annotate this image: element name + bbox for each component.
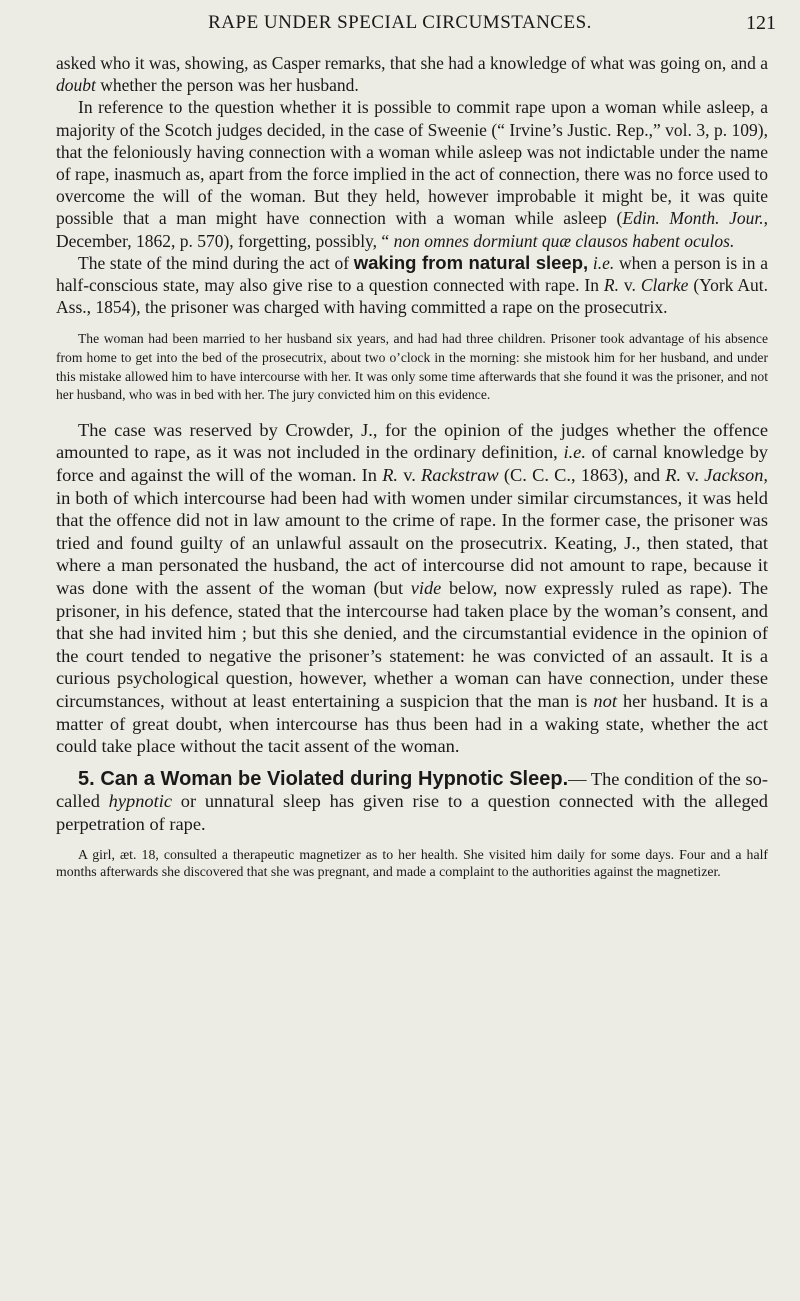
bold-phrase: waking from natural sleep, — [353, 251, 589, 273]
section-heading: 5. Can a Woman be Violated during Hypnotic Sleep. — [78, 767, 569, 790]
paragraph-reserved-case — [56, 419, 768, 758]
em: R. — [382, 465, 399, 485]
paragraph-asleep — [56, 96, 768, 251]
case-name: Rackstraw — [421, 465, 499, 485]
em: not — [593, 690, 617, 711]
paragraph-waking — [56, 252, 768, 319]
text: when a person is in a half-conscious state, may also give rise to a question connected with rape. In — [56, 252, 768, 296]
text: in both of which intercourse had been had with women under similar circumstances, it was held that the offence did not in law amount to the crime of rape. In the former case, the prisoner was tried and found guilty of an unlawful assault on the prosecutrix. Keating, J., then stated, that where a man personated the husband, the act of intercourse did not amount to rape, because it was done with the assent of the woman (but — [56, 487, 768, 598]
text: The case was reserved by Crowder, J., for the opinion of the judges whether the offence amounted to rape, as it was not included in the ordinary definition, — [56, 419, 768, 463]
em: i.e. — [592, 252, 615, 273]
text: of carnal knowledge by force and against the will of the woman. In — [56, 442, 768, 485]
case-report-magnetizer: A girl, æt. 18, consulted a therapeutic magnetizer as to her health. She visited him daily for some days. Four and a half months afterwards she discovered that she was pregnant, and made a complaint to the authorities against the magnetizer. — [56, 846, 768, 879]
em: vide — [410, 577, 442, 598]
text: , December, 1862, p. 570), forgetting, possibly, “ — [56, 208, 768, 251]
em: i.e. — [563, 442, 586, 463]
case-name: Clarke — [640, 275, 689, 296]
text: (York Aut. Ass., 1854), the prisoner was charged with having committed a rape on the prosecutrix. — [56, 275, 768, 318]
latin-quote: non omnes dormiunt quæ clausos habent oculos. — [393, 230, 735, 251]
text: below, now expressly ruled as rape). The prisoner, in his defence, stated that the intercourse had taken place by the woman’s consent, and that she had invited him ; but this she denied, and the circumstantial evidence in the opinion of the court tended to negative the prisoner’s statement: he was convicted of an assault. It is a curious psychological question, however, whether a woman can have connection, under these circumstances, without at least entertaining a suspicion that the man is — [56, 577, 768, 711]
body-text — [56, 52, 768, 880]
page-header — [0, 12, 800, 42]
citation-journal: Edin. Month. Jour. — [622, 208, 764, 229]
em: hypnotic — [108, 791, 172, 812]
text: — The condition of the so-called — [56, 768, 768, 812]
em: R. — [665, 465, 682, 485]
section-hypnotic-sleep — [56, 768, 768, 836]
page-number: 121 — [746, 12, 776, 34]
text: v. — [618, 275, 641, 296]
text: asked who it was, showing, as Casper remarks, that she had a knowledge of what was going on, and a — [56, 53, 768, 73]
text: her husband. It is a matter of great doubt, when intercourse has thus been had in a waking state, whether the act could take place without the tacit assent of the woman. — [56, 690, 768, 757]
text: In reference to the question whether it is possible to commit rape upon a woman while asleep, a majority of the Scotch judges decided, in the case of Sweenie (“ Irvine’s Justic. Rep.,” vol. 3, p. 109), that the feloniously having connection with a woman while asleep was not indictable under the name of rape, inasmuch as, apart from the force implied in the act of connection, there was no force used to overcome the will of the woman. But they held, however improbable it might be, it was quite possible that a man might have connection with a woman while asleep ( — [56, 97, 768, 229]
case-report-clarke: The woman had been married to her husband six years, and had had three children. Prisoner took advantage of his absence from home to get into the bed of the prosecutrix, about two o’clock in the morning: she mistook him for her husband, and under this mistake allowed him to have intercourse with her. It was only some time afterwards that she found it was the prisoner, and not her husband, who was in bed with her. The jury convicted him on this evidence. — [56, 331, 768, 403]
text: (C. C. C., 1863), and — [498, 465, 666, 485]
paragraph-continuation — [56, 52, 768, 96]
text: v. — [398, 465, 422, 485]
em-doubt: doubt — [56, 75, 96, 96]
text: v. — [681, 465, 705, 485]
text: or unnatural sleep has given rise to a question connected with the alleged perpetration of rape. — [56, 791, 769, 834]
em: R. — [603, 275, 619, 296]
text: whether the person was her husband. — [95, 75, 359, 96]
text: The state of the mind during the act of — [78, 252, 354, 273]
running-head: RAPE UNDER SPECIAL CIRCUMSTANCES. — [208, 12, 592, 33]
case-name: Jackson, — [704, 465, 768, 485]
